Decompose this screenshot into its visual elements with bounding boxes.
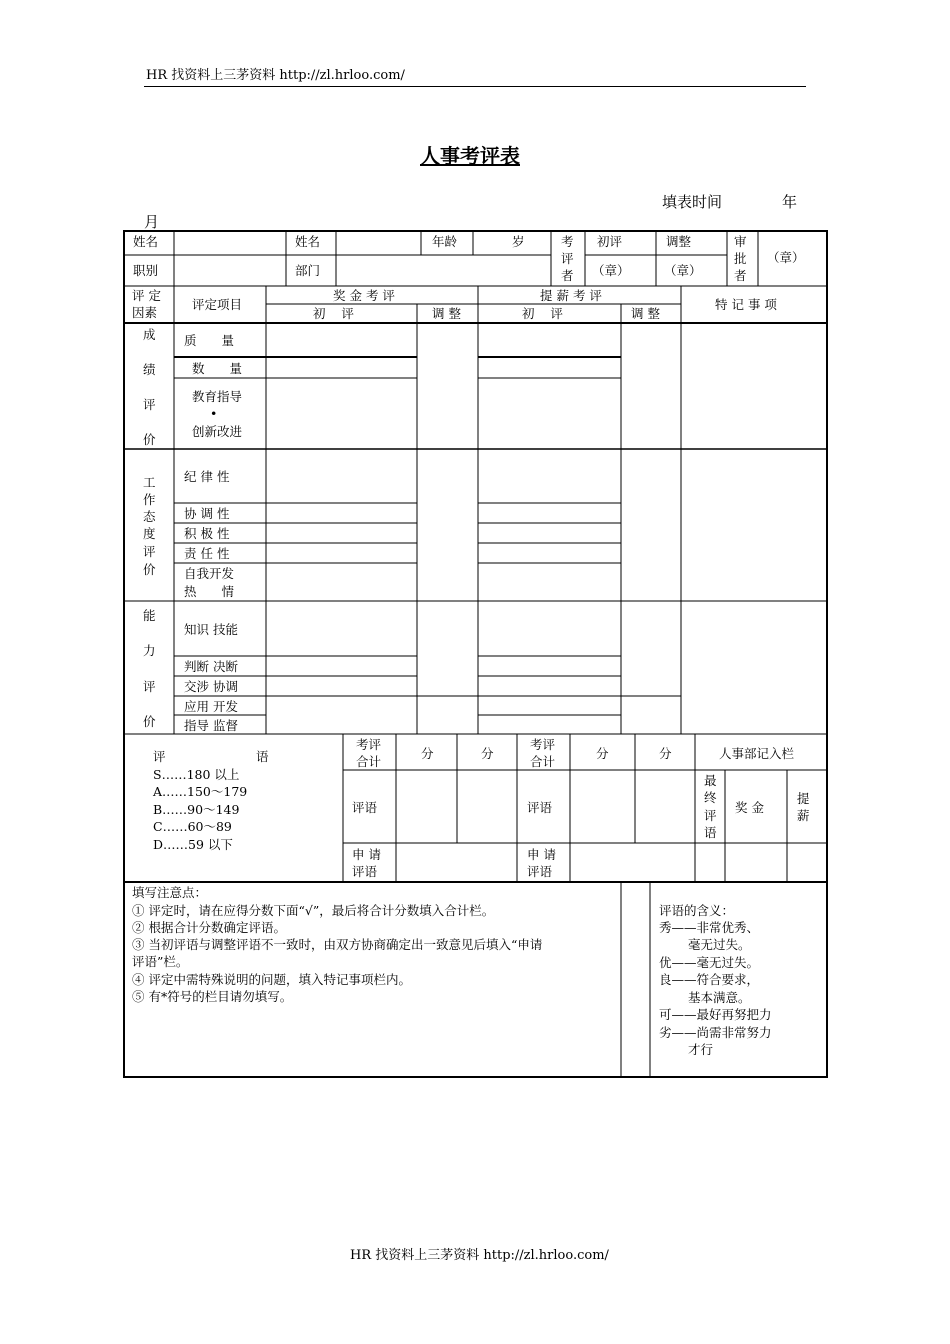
hr-column-label: 人事部记入栏 (719, 746, 795, 761)
group2-label-1: 工 (143, 475, 156, 490)
meaning-line: 才行 (659, 1042, 713, 1057)
group3-label-3: 评 (143, 679, 156, 694)
page-header: HR 找资料上三茅资料 http://zl.hrloo.com/ (146, 68, 405, 83)
item-initiative: 积 极 性 (184, 526, 230, 541)
bonus-apply-label-2: 评语 (352, 864, 378, 879)
note-line: ⑤ 有*符号的栏目请勿填写。 (132, 989, 293, 1004)
age-label: 年龄 (432, 234, 458, 249)
grade-a: A……150～179 (153, 784, 248, 799)
item-quantity: 数 量 (192, 361, 243, 376)
note-line: ④ 评定中需特殊说明的问题，填入特记事项栏内。 (132, 972, 411, 987)
bonus-fen-1: 分 (421, 746, 434, 761)
factor-label-1: 评 定 (132, 288, 161, 303)
item-education: 教育指导 (192, 389, 243, 404)
group3-label-1: 能 (143, 608, 156, 623)
group2-label-5: 评 (143, 544, 156, 559)
note-line: ③ 当初评语与调整评语不一致时，由双方协商确定出一致意见后填入“申请 (132, 937, 543, 952)
final-label-1: 最 (704, 773, 717, 788)
fill-time-label: 填表时间 (662, 193, 723, 211)
item-responsibility: 责 任 性 (184, 546, 230, 561)
meaning-line: 优——毫无过失。 (659, 955, 760, 970)
item-discipline: 纪 律 性 (184, 469, 230, 484)
factor-label-2: 因素 (132, 305, 158, 320)
group2-label-6: 价 (143, 562, 156, 577)
age-unit: 岁 (512, 234, 525, 249)
bonus-fen-2: 分 (481, 746, 494, 761)
meaning-line: 可——最好再努把力 (659, 1007, 772, 1022)
group2-label-3: 态 (143, 509, 156, 524)
item-application: 应用 开发 (184, 699, 238, 714)
page-footer: HR 找资料上三茅资料 http://zl.hrloo.com/ (350, 1248, 609, 1263)
item-judgment: 判断 决断 (184, 659, 238, 674)
bonus-comment-label: 评语 (352, 800, 378, 815)
grade-b: B……90～149 (153, 802, 240, 817)
raise-fen-1: 分 (596, 746, 609, 761)
final-label-2: 终 (704, 790, 717, 805)
group1-label-2: 绩 (143, 362, 156, 377)
note-line: ② 根据合计分数确定评语。 (132, 920, 286, 935)
final-label-3: 评 (704, 808, 717, 823)
bonus-review-label: 奖 金 考 评 (333, 288, 395, 303)
raise-adjust-label: 调 整 (631, 306, 660, 321)
fill-time-month: 月 (144, 213, 160, 231)
raise-total-label-2: 合计 (530, 754, 556, 769)
name-label: 姓名 (133, 234, 159, 249)
final-label-4: 语 (704, 825, 717, 840)
note-line: 评语”栏。 (132, 954, 189, 969)
item-quality: 质 量 (184, 333, 235, 348)
group3-label-2: 力 (143, 643, 156, 658)
raise-label-2: 薪 (797, 808, 810, 823)
meaning-line: 基本满意。 (659, 990, 751, 1005)
group1-label-3: 评 (143, 397, 156, 412)
group3-label-4: 价 (143, 714, 156, 729)
meaning-line: 劣——尚需非常努力 (659, 1025, 772, 1040)
initial-review-label: 初评 (597, 234, 623, 249)
raise-label-1: 提 (797, 791, 810, 806)
group2-label-2: 作 (143, 492, 156, 507)
grade-title-2: 语 (256, 749, 269, 764)
bonus-total-label-1: 考评 (356, 737, 382, 752)
meaning-line: 毫无过失。 (659, 937, 751, 952)
item-passion: 热 情 (184, 584, 235, 599)
raise-initial-label: 初 评 (522, 306, 563, 321)
bonus-adjust-label: 调 整 (432, 306, 461, 321)
item-negotiation: 交涉 协调 (184, 679, 238, 694)
special-notes-label: 特 记 事 项 (715, 297, 777, 312)
item-label: 评定项目 (192, 297, 243, 312)
reviewer-label-2: 评 (561, 251, 574, 266)
item-guidance: 指导 监督 (184, 718, 238, 733)
meaning-title: 评语的含义： (659, 903, 735, 918)
meaning-line: 良——符合要求， (659, 972, 760, 987)
approver-label-1: 审 (734, 234, 747, 249)
stamp-initial: （章） (592, 263, 630, 278)
stamp-approver: （章） (767, 250, 805, 265)
grade-s: S……180 以上 (153, 767, 240, 782)
raise-apply-label-1: 申 请 (527, 847, 556, 862)
raise-comment-label: 评语 (527, 800, 553, 815)
grade-title-1: 评 (153, 749, 166, 764)
stamp-adjust: （章） (664, 263, 702, 278)
group1-label-4: 价 (143, 432, 156, 447)
position-label: 职别 (133, 263, 159, 278)
grade-d: D……59 以下 (153, 837, 233, 852)
group1-label-1: 成 (143, 327, 156, 342)
reviewer-label-1: 考 (561, 234, 574, 249)
raise-total-label-1: 考评 (530, 737, 556, 752)
bonus-total-label-2: 合计 (356, 754, 382, 769)
meaning-line: 秀——非常优秀、 (659, 920, 760, 935)
name-label-2: 姓名 (295, 234, 321, 249)
raise-fen-2: 分 (659, 746, 672, 761)
notes-title: 填写注意点： (132, 885, 208, 900)
item-self-dev: 自我开发 (184, 566, 235, 581)
form-title: 人事考评表 (420, 144, 520, 168)
item-bullet: • (210, 406, 218, 421)
item-knowledge: 知识 技能 (184, 622, 238, 637)
reviewer-label-3: 者 (561, 268, 574, 283)
group2-label-4: 度 (143, 526, 156, 541)
raise-review-label: 提 薪 考 评 (540, 288, 602, 303)
approver-label-2: 批 (734, 251, 747, 266)
fill-time-year: 年 (782, 193, 798, 211)
grade-c: C……60～89 (153, 819, 232, 834)
raise-apply-label-2: 评语 (527, 864, 553, 879)
item-coordination: 协 调 性 (184, 506, 230, 521)
item-innovation: 创新改进 (192, 424, 243, 439)
bonus-label: 奖 金 (735, 800, 764, 815)
bonus-initial-label: 初 评 (313, 306, 354, 321)
bonus-apply-label-1: 申 请 (352, 847, 381, 862)
adjust-label: 调整 (666, 234, 692, 249)
approver-label-3: 者 (734, 268, 747, 283)
dept-label: 部门 (295, 263, 321, 278)
note-line: ① 评定时，请在应得分数下面“√”，最后将合计分数填入合计栏。 (132, 903, 495, 918)
